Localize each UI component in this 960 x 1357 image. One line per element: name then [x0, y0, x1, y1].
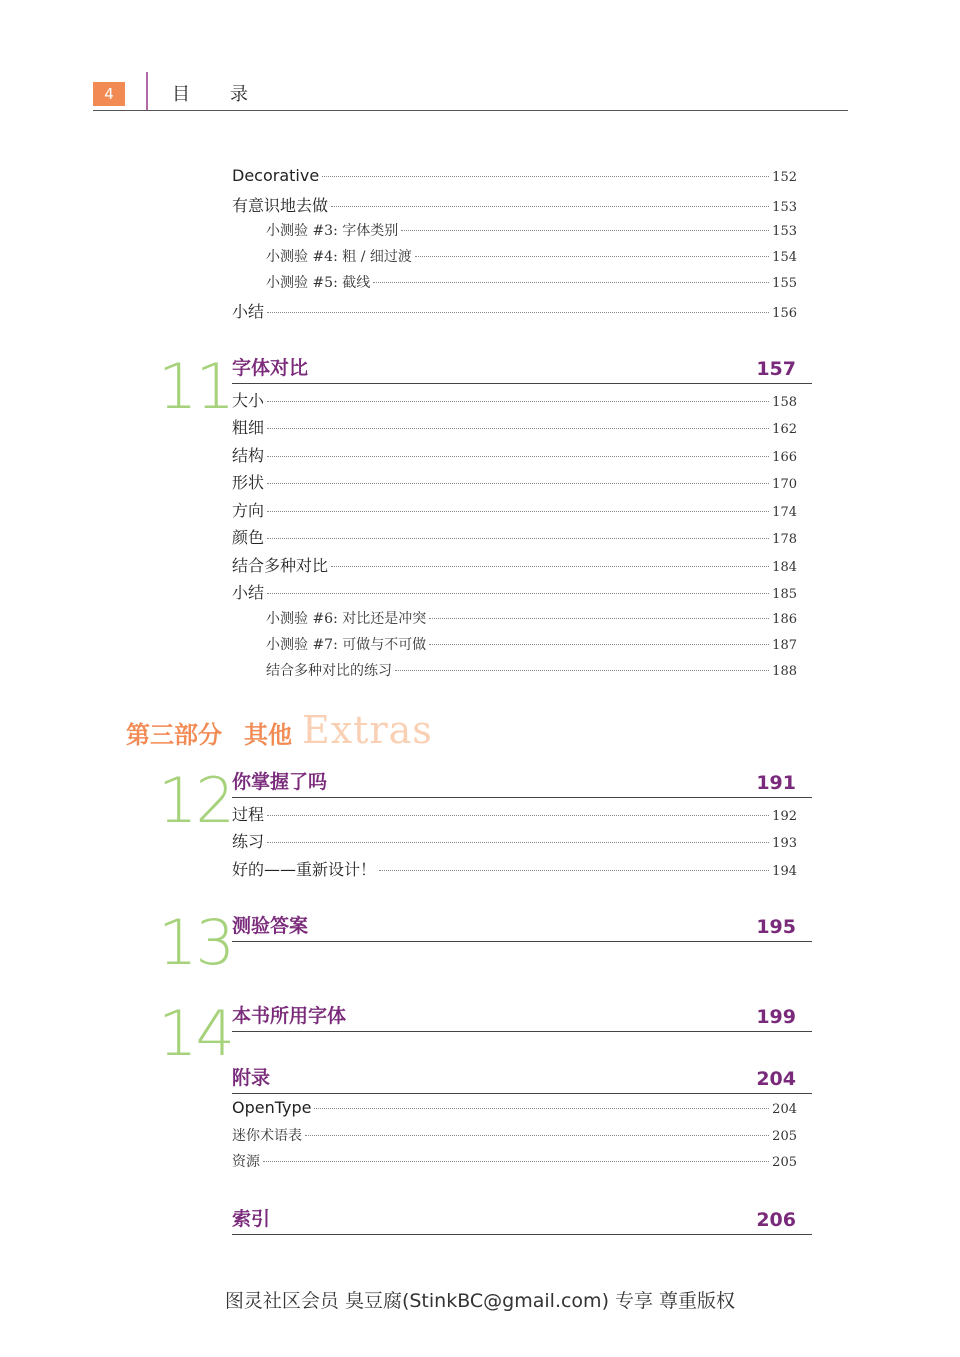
- toc-entry-label: 大小: [232, 391, 265, 410]
- toc-entry-page: 178: [772, 532, 797, 547]
- toc-entry-page: 186: [772, 612, 797, 627]
- part-heading: [126, 708, 433, 752]
- toc-entry[interactable]: [232, 580, 797, 602]
- dot-leader: [305, 1135, 769, 1136]
- toc-entry[interactable]: [232, 299, 797, 321]
- chapter-number: 11: [158, 350, 233, 423]
- toc-entry[interactable]: [232, 415, 797, 437]
- toc-subentry[interactable]: [266, 608, 797, 630]
- toc-entry-label: 过程: [232, 805, 265, 824]
- toc-entry-page: 184: [772, 560, 797, 575]
- toc-entry-page: 154: [772, 250, 797, 265]
- chapter-number: 12: [158, 764, 233, 837]
- toc-entry-label: 结合多种对比: [232, 556, 329, 575]
- toc-entry-page: 192: [772, 809, 797, 824]
- toc-entry-label: 小测验 #7: 可做与不可做: [266, 637, 427, 653]
- toc-entry-label: 小测验 #5: 截线: [266, 275, 371, 291]
- toc-entry-page: 162: [772, 422, 797, 437]
- header-rule: [93, 110, 848, 111]
- toc-entry[interactable]: [232, 829, 797, 851]
- toc-entry-page: 193: [772, 836, 797, 851]
- toc-entry-label: OpenType: [232, 1098, 312, 1117]
- appendix-page: 204: [756, 1068, 796, 1090]
- chapter-heading[interactable]: [232, 771, 812, 798]
- toc-entry-label: 小测验 #3: 字体类别: [266, 223, 399, 239]
- index-heading[interactable]: [232, 1208, 812, 1235]
- chapter-title: 字体对比: [232, 357, 309, 379]
- appendix-heading[interactable]: [232, 1067, 812, 1094]
- page-number-badge: 4: [93, 82, 125, 106]
- toc-entry-label: 方向: [232, 501, 265, 520]
- toc-entry[interactable]: [232, 498, 797, 520]
- toc-entry-page: 205: [772, 1129, 797, 1144]
- toc-entry[interactable]: [232, 553, 797, 575]
- dot-leader: [267, 312, 769, 313]
- dot-leader: [267, 428, 769, 429]
- toc-entry[interactable]: [232, 193, 797, 215]
- toc-subentry[interactable]: [266, 220, 797, 242]
- chapter-page: 195: [756, 916, 796, 938]
- toc-entry[interactable]: [232, 525, 797, 547]
- dot-leader: [322, 176, 769, 177]
- dot-leader: [267, 842, 769, 843]
- toc-entry[interactable]: [232, 166, 797, 188]
- toc-entry-page: 187: [772, 638, 797, 653]
- toc-entry-page: 153: [772, 200, 797, 215]
- dot-leader: [267, 456, 769, 457]
- toc-entry[interactable]: [232, 388, 797, 410]
- dot-leader: [331, 206, 769, 207]
- toc-subentry[interactable]: [266, 660, 797, 682]
- toc-entry-page: 170: [772, 477, 797, 492]
- dot-leader: [379, 870, 769, 871]
- chapter-title: 本书所用字体: [232, 1005, 347, 1027]
- index-page: 206: [756, 1209, 796, 1231]
- dot-leader: [267, 401, 769, 402]
- chapter-page: 199: [756, 1006, 796, 1028]
- toc-subentry[interactable]: [266, 246, 797, 268]
- toc-entry-page: 188: [772, 664, 797, 679]
- toc-entry-page: 155: [772, 276, 797, 291]
- part-label: 第三部分: [126, 720, 222, 749]
- chapter-title: 你掌握了吗: [232, 771, 328, 793]
- dot-leader: [373, 282, 769, 283]
- dot-leader: [429, 618, 769, 619]
- part-subtitle: Extras: [302, 708, 433, 752]
- footer-watermark-text: 图灵社区会员 臭豆腐(StinkBC@gmail.com) 专享 尊重版权: [224, 1290, 736, 1312]
- toc-entry-page: 205: [772, 1155, 797, 1170]
- toc-entry-label: 小测验 #4: 粗 / 细过渡: [266, 249, 412, 265]
- chapter-number: 14: [158, 997, 233, 1070]
- toc-subentry[interactable]: [266, 272, 797, 294]
- toc-entry-label: 迷你术语表: [232, 1128, 302, 1144]
- toc-entry[interactable]: [232, 1098, 797, 1120]
- toc-entry-page: 153: [772, 224, 797, 239]
- toc-entry-page: 174: [772, 505, 797, 520]
- dot-leader: [331, 566, 769, 567]
- dot-leader: [267, 593, 769, 594]
- toc-entry[interactable]: [232, 857, 797, 879]
- toc-entry-page: 152: [772, 170, 797, 185]
- page-title: 目录: [172, 84, 288, 105]
- dot-leader: [267, 815, 769, 816]
- dot-leader: [263, 1161, 769, 1162]
- index-title: 索引: [232, 1208, 271, 1230]
- toc-entry-page: 185: [772, 587, 797, 602]
- chapter-page: 157: [756, 358, 796, 380]
- toc-entry-label: 有意识地去做: [232, 196, 329, 215]
- chapter-heading[interactable]: [232, 1005, 812, 1032]
- part-title: 其他: [244, 720, 292, 749]
- chapter-title: 测验答案: [232, 915, 309, 937]
- toc-entry-label: 小结: [232, 302, 265, 321]
- toc-entry-label: 好的——重新设计！: [232, 860, 377, 879]
- toc-entry-page: 204: [772, 1102, 797, 1117]
- toc-entry-label: 颜色: [232, 528, 265, 547]
- toc-entry[interactable]: [232, 802, 797, 824]
- chapter-page: 191: [756, 772, 796, 794]
- toc-entry-label: 结合多种对比的练习: [266, 663, 392, 679]
- dot-leader: [314, 1108, 769, 1109]
- chapter-heading[interactable]: [232, 357, 812, 384]
- toc-entry-page: 166: [772, 450, 797, 465]
- toc-entry-label: 形状: [232, 473, 265, 492]
- dot-leader: [267, 538, 769, 539]
- appendix-title: 附录: [232, 1067, 271, 1089]
- dot-leader: [267, 511, 769, 512]
- dot-leader: [267, 483, 769, 484]
- dot-leader: [429, 644, 769, 645]
- toc-entry-label: 练习: [232, 832, 265, 851]
- toc-entry-label: 小测验 #6: 对比还是冲突: [266, 611, 427, 627]
- toc-entry[interactable]: [232, 470, 797, 492]
- toc-entry-label: 小结: [232, 583, 265, 602]
- header-divider: [146, 72, 148, 110]
- toc-entry-page: 194: [772, 864, 797, 879]
- chapter-number: 13: [158, 906, 233, 979]
- toc-entry-label: 结构: [232, 446, 265, 465]
- toc-subentry[interactable]: [266, 634, 797, 656]
- toc-entry[interactable]: [232, 443, 797, 465]
- dot-leader: [401, 230, 769, 231]
- toc-entry[interactable]: [232, 1151, 797, 1173]
- toc-entry-label: Decorative: [232, 166, 320, 185]
- chapter-heading[interactable]: [232, 915, 812, 942]
- toc-entry-label: 资源: [232, 1154, 260, 1170]
- toc-entry-page: 158: [772, 395, 797, 410]
- toc-entry-label: 粗细: [232, 418, 265, 437]
- toc-entry-page: 156: [772, 306, 797, 321]
- toc-entry[interactable]: [232, 1125, 797, 1147]
- dot-leader: [415, 256, 769, 257]
- dot-leader: [395, 670, 769, 671]
